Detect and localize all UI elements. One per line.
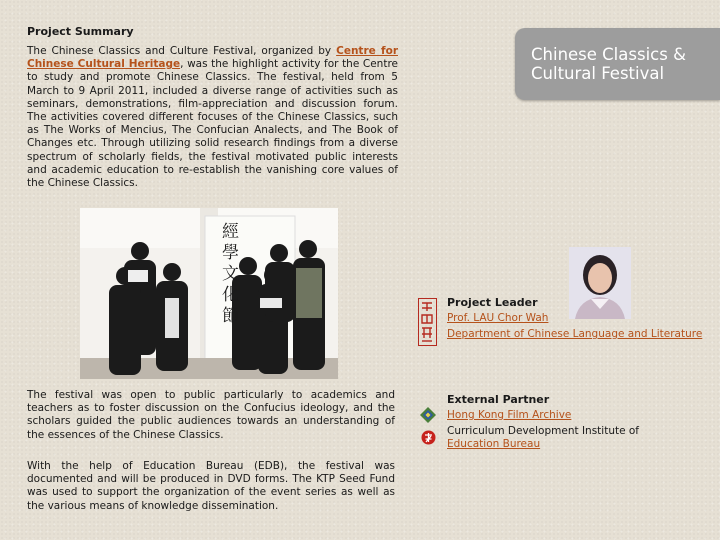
edb-logo-icon <box>421 430 436 445</box>
cdi-text: Curriculum Development Institute of <box>447 425 640 437</box>
leader-name-link[interactable]: Prof. LAU Chor Wah <box>447 312 549 324</box>
department-link[interactable]: Department of Chinese Language and Literature <box>447 328 703 340</box>
project-summary-heading: Project Summary <box>27 25 134 38</box>
summary-paragraph-3: With the help of Education Bureau (EDB), the festival was documented and will be produced in DVD forms. The KTP Seed Fund was used to support the organization of the event series as well as the various means of knowledge dissemination. <box>27 460 395 512</box>
festival-title-box <box>515 28 720 100</box>
edb-link[interactable]: Education Bureau <box>447 438 541 450</box>
festival-title: Chinese Classics & Cultural Festival <box>531 45 686 83</box>
external-partner-heading: External Partner <box>447 393 550 406</box>
festival-banner-text: 經 學 文 化 節 <box>222 222 239 326</box>
group-photo <box>80 208 338 379</box>
project-leader-portrait <box>569 247 631 319</box>
cuhk-seal-icon <box>418 298 437 346</box>
centre-link[interactable]: Centre for Chinese Cultural Heritage <box>27 45 398 71</box>
project-leader-heading: Project Leader <box>447 296 538 309</box>
film-archive-logo-icon <box>419 406 437 424</box>
summary-paragraph-1: The Chinese Classics and Culture Festival, organized by Centre for Chinese Cultural Heritage, was the highlight activity for the Centre to study and promote Chinese Classics. The festival, held from 5 March to 9 April 2011, included a diverse range of activities such as seminars, demonstrations, film-appreciation and discussion forum. The activities covered different focuses of the Chinese Classics, such as The Works of Mencius, The Confucian Analects, and The Book of Changes etc. Through utilizing solid research findings from a diverse spectrum of scholarly fields, the festival motivated public interests and academic education to re-establish the vanishing core values of the Chinese Classics. <box>27 45 398 190</box>
summary-paragraph-2: The festival was open to public particularly to academics and teachers as to foster discussion on the Confucius ideology, and the scholars guided the public audiences towards an understanding of the essences of the Chinese Classics. <box>27 389 395 441</box>
film-archive-link[interactable]: Hong Kong Film Archive <box>447 409 572 421</box>
